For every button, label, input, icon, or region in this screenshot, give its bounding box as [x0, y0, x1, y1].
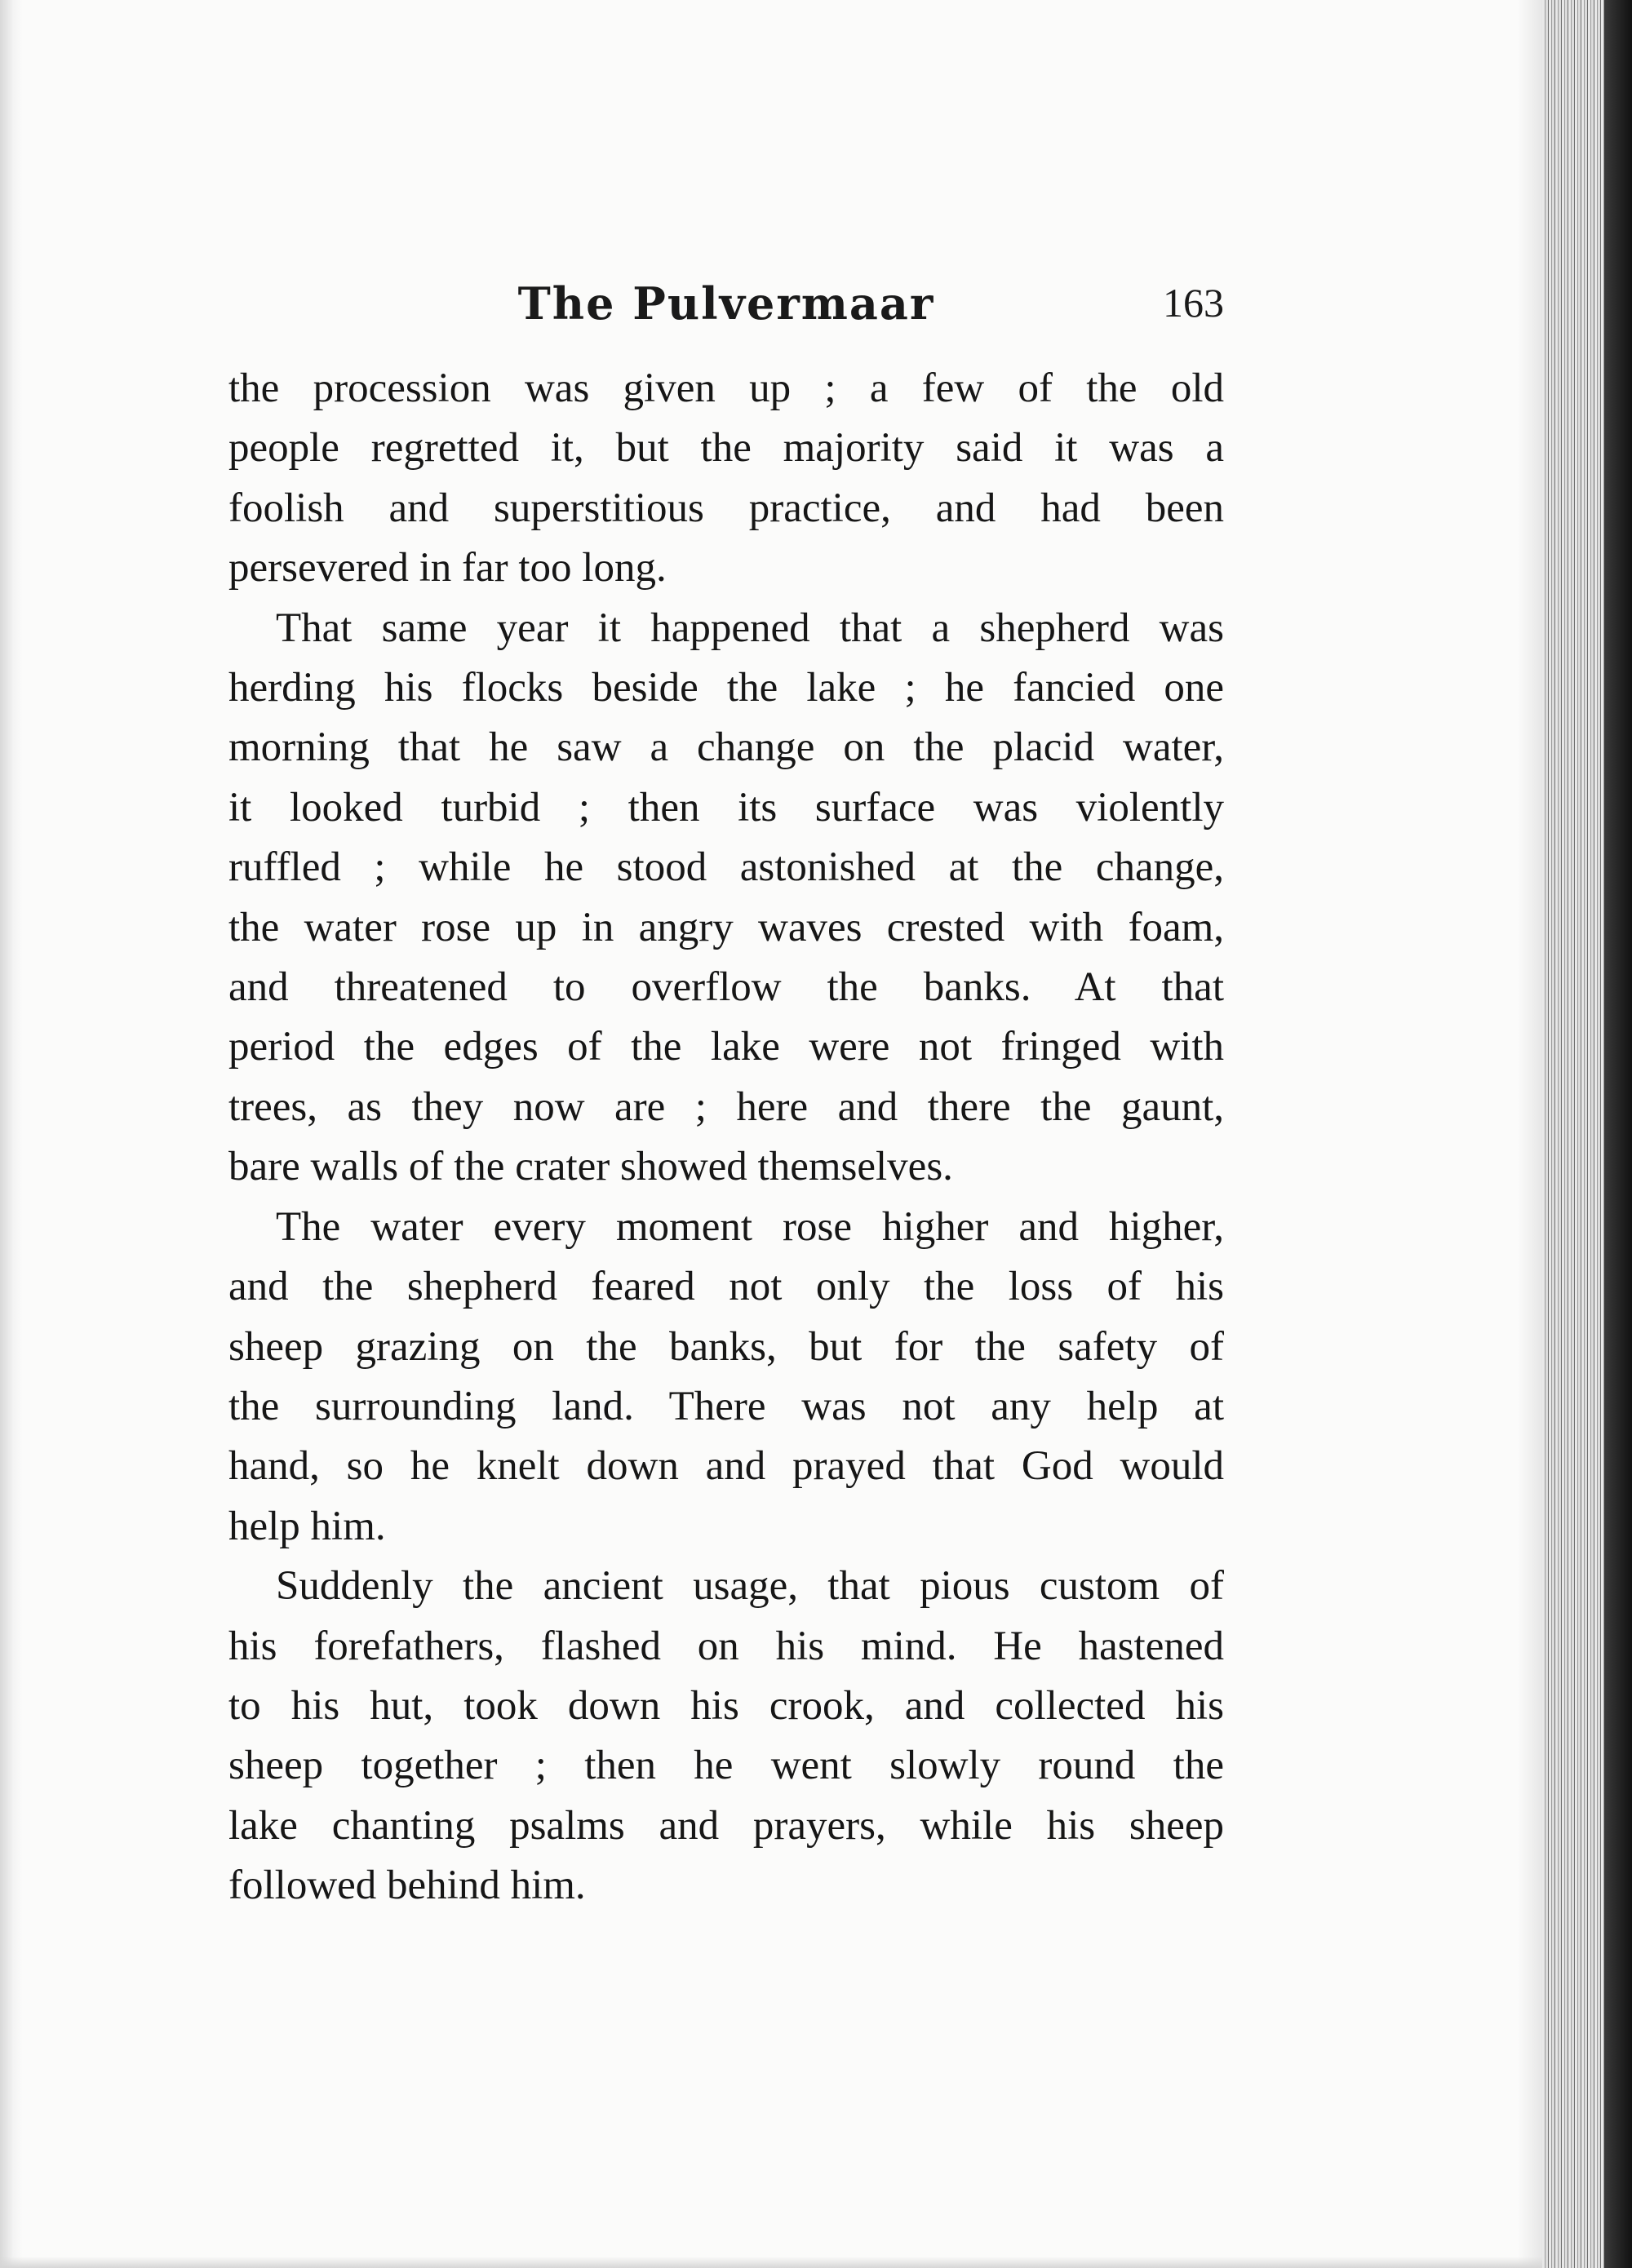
text-line: to his hut, took down his crook, and collected his	[228, 1682, 1224, 1729]
text-line: sheep grazing on the banks, but for the safety of	[228, 1323, 1224, 1370]
text-line: ruffled ; while he stood astonished at the change,	[228, 844, 1224, 891]
text-line: help him.	[228, 1503, 386, 1549]
text-line: herding his flocks beside the lake ; he fancied one	[228, 665, 1224, 711]
page-stack-shadow	[1518, 0, 1542, 2268]
book-cover-edge	[1604, 0, 1632, 2268]
page-number: 163	[1163, 280, 1224, 326]
running-head	[228, 277, 1224, 343]
text-line: bare walls of the crater showed themselves.	[228, 1144, 953, 1190]
text-line: the water rose up in angry waves crested with foam,	[228, 904, 1224, 950]
bottom-edge	[0, 2257, 1542, 2268]
text-line: the procession was given up ; a few of the old	[228, 365, 1224, 411]
paragraph-3	[228, 1198, 1224, 1557]
text-line: hand, so he knelt down and prayed that God would	[228, 1443, 1224, 1490]
text-line: persevered in far too long.	[228, 545, 667, 591]
text-line: followed behind him.	[228, 1863, 586, 1909]
text-line: The water every moment rose higher and higher,	[276, 1203, 1224, 1250]
body-text	[228, 359, 1224, 1916]
paragraph-4	[228, 1557, 1224, 1916]
binding-edge	[0, 0, 23, 2268]
text-line: trees, as they now are ; here and there the gaunt,	[228, 1083, 1224, 1130]
text-line: it looked turbid ; then its surface was violently	[228, 784, 1224, 831]
text-line: and threatened to overflow the banks. At that	[228, 964, 1224, 1011]
paragraph-1	[228, 359, 1224, 599]
text-line: Suddenly the ancient usage, that pious custom of	[276, 1563, 1224, 1610]
text-line: lake chanting psalms and prayers, while his sheep	[228, 1802, 1224, 1849]
text-line: morning that he saw a change on the placid water,	[228, 724, 1224, 771]
text-line: and the shepherd feared not only the loss of his	[228, 1264, 1224, 1310]
text-line: the surrounding land. There was not any help at	[228, 1383, 1224, 1429]
text-line: period the edges of the lake were not fringed with	[228, 1024, 1224, 1070]
text-line: people regretted it, but the majority said it was a	[228, 425, 1224, 472]
text-line: sheep together ; then he went slowly round the	[228, 1743, 1224, 1789]
text-line: That same year it happened that a shepherd was	[276, 605, 1224, 651]
running-title: The Pulvermaar	[517, 277, 935, 330]
paragraph-2	[228, 599, 1224, 1198]
text-line: foolish and superstitious practice, and had been	[228, 485, 1224, 531]
text-line: his forefathers, flashed on his mind. He hastened	[228, 1623, 1224, 1669]
